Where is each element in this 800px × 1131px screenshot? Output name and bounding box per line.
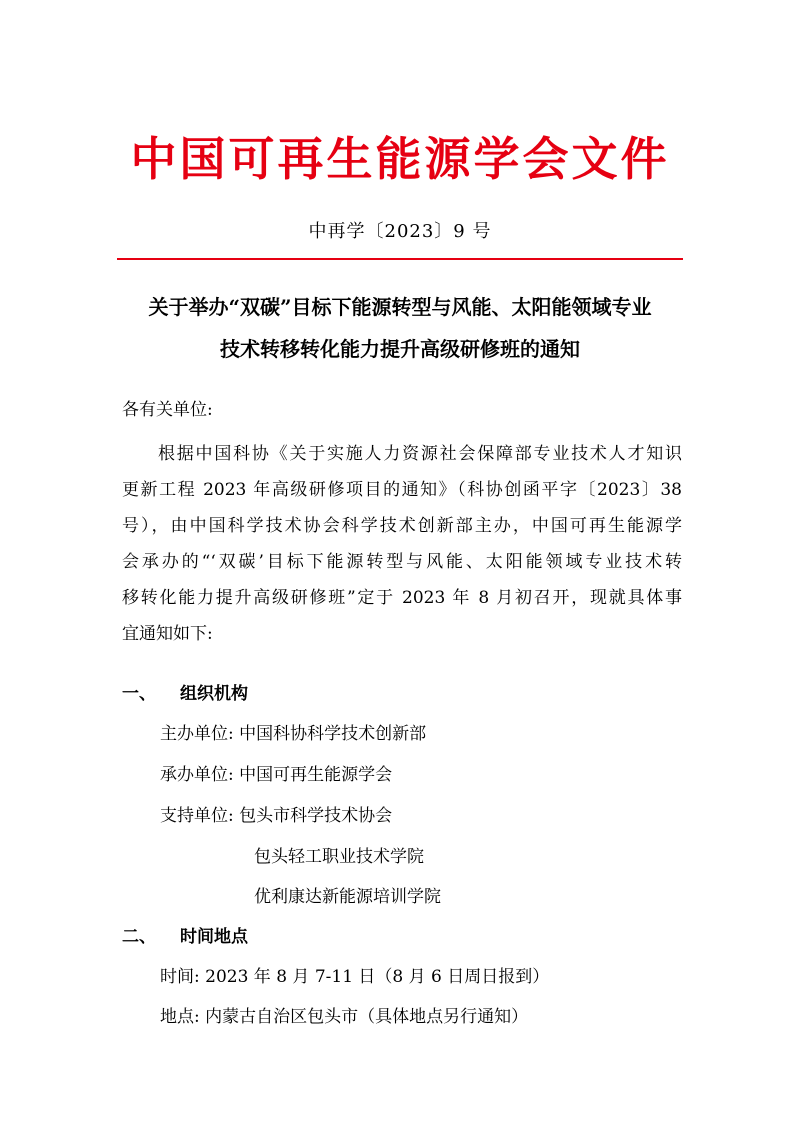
org-file-header: 中国可再生能源学会文件: [130, 132, 670, 186]
red-divider-line: [117, 258, 683, 260]
body-line: 根据中国科协《关于实施人力资源社会保障部专业技术人才知识: [158, 444, 682, 464]
addressee: 各有关单位:: [122, 400, 213, 420]
notice-title-line: 技术转移转化能力提升高级研修班的通知: [220, 337, 580, 361]
time-line: 时间: 2023 年 8 月 7-11 日（8 月 6 日周日报到）: [160, 967, 550, 987]
body-line: 更新工程 2023 年高级研修项目的通知》（科协创函平字〔2023〕38: [122, 480, 682, 500]
section-title: 组织机构: [180, 684, 248, 704]
body-line: 号），由中国科学技术协会科学技术创新部主办，中国可再生能源学: [122, 516, 682, 536]
section-number: 二、: [122, 927, 156, 947]
section-heading-time-location: [122, 922, 248, 952]
support-unit-line: 包头轻工职业技术学院: [254, 847, 424, 867]
notice-title-line: 关于举办“双碳”目标下能源转型与风能、太阳能领域专业: [148, 295, 652, 319]
host-unit-line: 主办单位: 中国科协科学技术创新部: [160, 724, 427, 744]
section-heading-organization: [122, 679, 248, 709]
notice-body: [122, 436, 682, 652]
body-line: 移转化能力提升高级研修班”定于 2023 年 8 月初召开，现就具体事: [122, 588, 682, 608]
section-title: 时间地点: [180, 927, 248, 947]
location-line: 地点: 内蒙古自治区包头市（具体地点另行通知）: [160, 1007, 529, 1027]
organizer-unit-line: 承办单位: 中国可再生能源学会: [160, 765, 393, 785]
section-number: 一、: [122, 684, 156, 704]
body-line: 宜通知如下:: [122, 624, 213, 644]
support-unit-line: 支持单位: 包头市科学技术协会: [160, 806, 393, 826]
support-unit-line: 优利康达新能源培训学院: [254, 887, 441, 907]
notice-title: [110, 286, 690, 370]
body-line: 会承办的“‘双碳’目标下能源转型与风能、太阳能领域专业技术转: [122, 552, 682, 572]
document-number: 中再学〔2023〕9 号: [308, 221, 492, 242]
